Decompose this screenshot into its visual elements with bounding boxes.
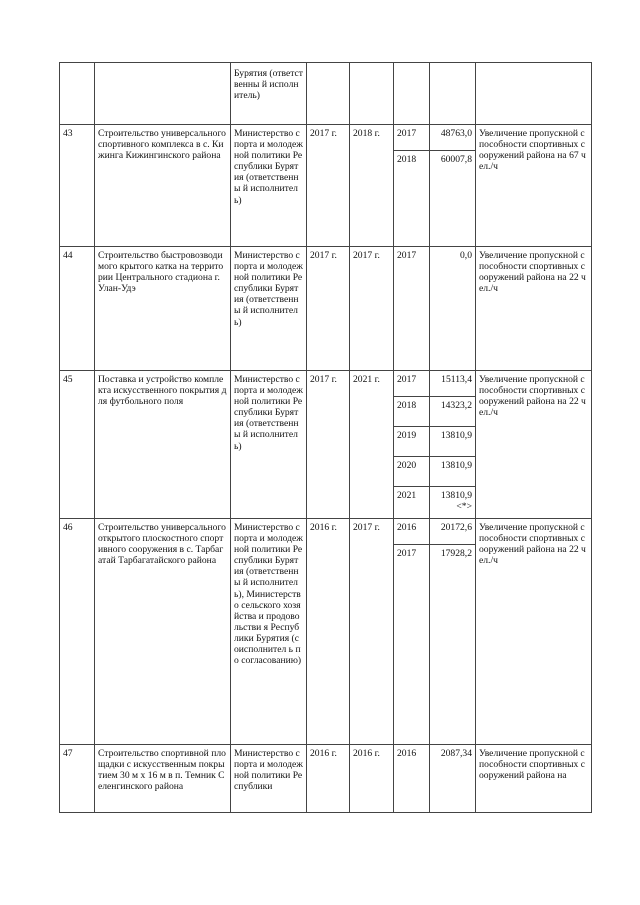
amount-cell (430, 519, 476, 545)
number-cell: 47 (60, 745, 95, 813)
amount-cell (430, 487, 476, 519)
executor-cell: Министерство спорта и молодежной политики Республики Бурятия (ответственны й исполнитель) (231, 247, 307, 371)
number-cell: 44 (60, 247, 95, 371)
amount-cell (430, 397, 476, 427)
result-cell: Увеличение пропускной способности спортивных сооружений района на (476, 745, 592, 813)
amount-value: 48763,0 (440, 128, 472, 139)
table-row (60, 371, 592, 397)
amount-cell (430, 247, 476, 371)
year-cell: 2017 (394, 371, 430, 397)
number-cell (60, 63, 95, 125)
year-cell: 2019 (394, 427, 430, 457)
year-cell: 2016 (394, 519, 430, 545)
table-body (60, 63, 592, 813)
name-cell: Поставка и устройство комплекта искусственного покрытия для футбольного поля (95, 371, 231, 519)
name-cell: Строительство спортивной площадки с искусственным покрытием 30 м х 16 м в п. Темник Селенгинского района (95, 745, 231, 813)
executor-cell: Министерство спорта и молодежной политики Республики (231, 745, 307, 813)
executor-cell: Министерство спорта и молодежной политики Республики Бурятия (ответственны й исполнитель), Министерство сельского хозяйства и продовольстви я Республики Бурятия (соисполнител ь по согласованию) (231, 519, 307, 745)
amount-value: 17928,2 (440, 548, 472, 559)
amount-cell (430, 63, 476, 125)
start-cell: 2017 г. (307, 371, 350, 519)
start-cell: 2016 г. (307, 745, 350, 813)
start-cell: 2017 г. (307, 247, 350, 371)
name-cell: Строительство быстровозводимого крытого катка на территории Центрального стадиона г. Улан-Удэ (95, 247, 231, 371)
table-row (60, 125, 592, 151)
executor-cell: Министерство спорта и молодежной политики Республики Бурятия (ответственны й исполнитель) (231, 125, 307, 247)
year-cell: 2017 (394, 545, 430, 745)
amount-value: 15113,4 (441, 374, 472, 385)
start-cell: 2017 г. (307, 125, 350, 247)
year-cell: 2017 (394, 125, 430, 151)
amount-value: 13810,9 (440, 460, 472, 471)
amount-value: 2087,34 (440, 748, 472, 759)
end-cell: 2018 г. (350, 125, 394, 247)
footnote-mark: <*> (456, 501, 472, 513)
amount-cell (430, 545, 476, 745)
name-cell (95, 63, 231, 125)
result-cell: Увеличение пропускной способности спортивных сооружений района на 22 чел./ч (476, 371, 592, 519)
amount-cell (430, 371, 476, 397)
amount-cell (430, 151, 476, 247)
end-cell (350, 63, 394, 125)
table-row (60, 247, 592, 371)
program-table (59, 62, 592, 813)
result-cell: Увеличение пропускной способности спортивных сооружений района на 22 чел./ч (476, 247, 592, 371)
year-cell: 2021 (394, 487, 430, 519)
amount-value: 20172,6 (440, 522, 472, 533)
number-cell: 45 (60, 371, 95, 519)
year-cell: 2018 (394, 151, 430, 247)
name-cell: Строительство универсального открытого плоскостного спортивного сооружения в с. Тарбагатай Тарбагатайского района (95, 519, 231, 745)
end-cell: 2016 г. (350, 745, 394, 813)
start-cell (307, 63, 350, 125)
name-cell: Строительство универсального спортивного комплекса в с. Кижинга Кижингинского района (95, 125, 231, 247)
year-cell: 2018 (394, 397, 430, 427)
table-row (60, 63, 592, 125)
amount-cell (430, 457, 476, 487)
amount-cell (430, 745, 476, 813)
year-cell (394, 63, 430, 125)
start-cell: 2016 г. (307, 519, 350, 745)
executor-cell: Министерство спорта и молодежной политики Республики Бурятия (ответственны й исполнитель) (231, 371, 307, 519)
amount-cell (430, 427, 476, 457)
table-row (60, 519, 592, 545)
amount-value: 13810,9 (440, 490, 472, 501)
year-cell: 2016 (394, 745, 430, 813)
number-cell: 46 (60, 519, 95, 745)
executor-cell: Бурятия (ответственны й исполнитель) (231, 63, 307, 125)
result-cell: Увеличение пропускной способности спортивных сооружений района на 22 чел./ч (476, 519, 592, 745)
year-cell: 2017 (394, 247, 430, 371)
table-row (60, 745, 592, 813)
amount-value: 13810,9 (440, 430, 472, 441)
result-cell: Увеличение пропускной способности спортивных сооружений района на 67 чел./ч (476, 125, 592, 247)
end-cell: 2021 г. (350, 371, 394, 519)
year-cell: 2020 (394, 457, 430, 487)
end-cell: 2017 г. (350, 519, 394, 745)
amount-value: 14323,2 (440, 400, 472, 411)
amount-value: 0,0 (460, 250, 472, 261)
result-cell (476, 63, 592, 125)
amount-value: 60007,8 (440, 154, 472, 165)
amount-cell (430, 125, 476, 151)
number-cell: 43 (60, 125, 95, 247)
end-cell: 2017 г. (350, 247, 394, 371)
